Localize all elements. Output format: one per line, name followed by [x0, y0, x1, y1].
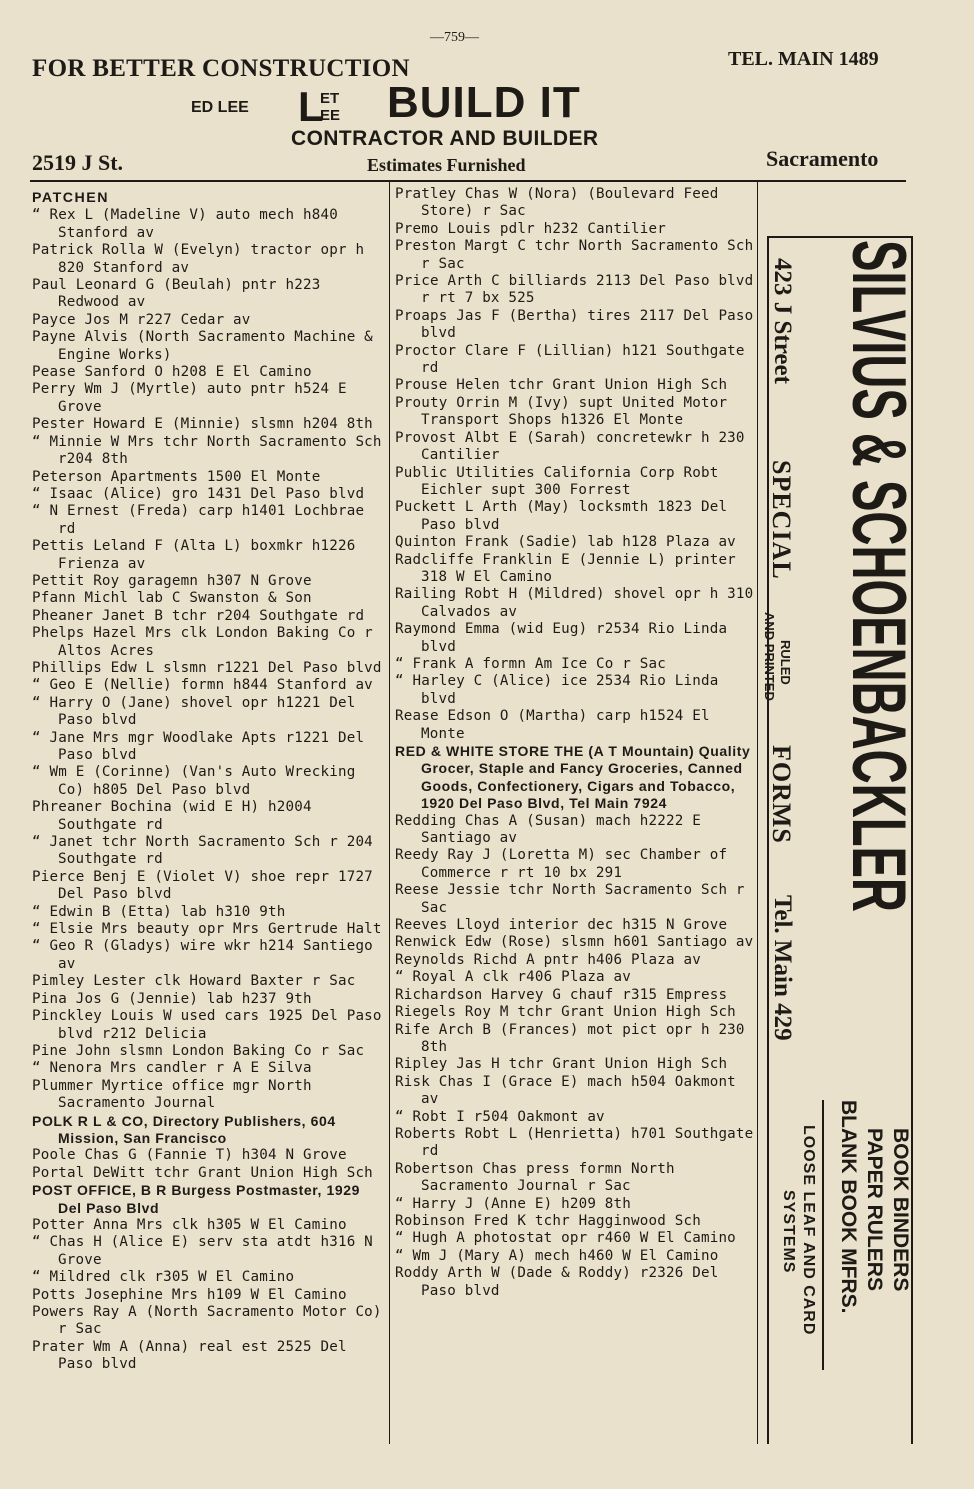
- directory-entry: Phelps Hazel Mrs clk London Baking Co r Altos Acres: [32, 625, 373, 659]
- directory-entry: Railing Robt H (Mildred) shovel opr h 310 Calvados av: [395, 586, 754, 620]
- directory-entry: Rease Edson O (Martha) carp h1524 El Monte: [395, 708, 710, 742]
- directory-entry: Pine John slsmn London Baking Co r Sac: [32, 1042, 365, 1059]
- directory-entry: Radcliffe Franklin E (Jennie L) printer 318 W El Camino: [395, 551, 736, 585]
- directory-entry: “ Geo R (Gladys) wire wkr h214 Santiego av: [32, 938, 373, 972]
- directory-entry: Pimley Lester clk Howard Baxter r Sac: [32, 973, 356, 990]
- directory-entry: Pinckley Louis W used cars 1925 Del Paso blvd r212 Delicia: [32, 1008, 382, 1042]
- directory-entry: POST OFFICE, B R Burgess Postmaster, 1929 Del Paso Blvd: [32, 1182, 361, 1216]
- let-lee-top: ET: [320, 90, 340, 107]
- directory-entry: Powers Ray A (North Sacramento Motor Co) r Sac: [32, 1304, 382, 1338]
- let-lee-initial: L: [298, 83, 324, 130]
- directory-entry: “ Hugh A photostat opr r460 W El Camino: [395, 1230, 736, 1247]
- directory-entry: Peterson Apartments 1500 El Monte: [32, 468, 321, 485]
- directory-entry: Reedy Ray J (Loretta M) sec Chamber of Commerce r rt 10 bx 291: [395, 847, 728, 881]
- directory-entry: Pratley Chas W (Nora) (Boulevard Feed Store) r Sac: [395, 186, 719, 220]
- directory-entry: Redding Chas A (Susan) mach h2222 E Santiago av: [395, 812, 701, 847]
- directory-entry: Preston Margt C tchr North Sacramento Sch r Sac: [395, 238, 754, 272]
- header-estimates: Estimates Furnished: [367, 155, 526, 175]
- ad-special: SPECIAL: [767, 460, 796, 580]
- column-divider-2: [757, 182, 758, 1444]
- ad-street: 423 J Street: [769, 258, 796, 384]
- page-number: —759—: [430, 30, 479, 45]
- directory-entry: Robinson Fred K tchr Hagginwood Sch: [395, 1212, 701, 1229]
- header-ed-lee: ED LEE: [191, 99, 249, 116]
- ad-book-binders: BOOK BINDERS: [889, 1128, 912, 1292]
- directory-entry: Pettis Leland F (Alta L) boxmkr h1226 Frienza av: [32, 538, 356, 572]
- directory-entry: Pierce Benj E (Violet V) shoe repr 1727 Del Paso blvd: [32, 868, 373, 903]
- directory-entry: “ Frank A formn Am Ice Co r Sac: [395, 655, 666, 672]
- directory-entry: Pina Jos G (Jennie) lab h237 9th: [32, 990, 312, 1007]
- directory-entry: “ Jane Mrs mgr Woodlake Apts r1221 Del Paso blvd: [32, 729, 365, 763]
- directory-entry: “ Geo E (Nellie) formn h844 Stanford av: [32, 677, 373, 694]
- directory-entry: “ Wm J (Mary A) mech h460 W El Camino: [395, 1247, 719, 1264]
- directory-entry: Price Arth C billiards 2113 Del Paso blvd r rt 7 bx 525: [395, 273, 754, 307]
- directory-entry: Potter Anna Mrs clk h305 W El Camino: [32, 1216, 347, 1233]
- directory-entry: Riegels Roy M tchr Grant Union High Sch: [395, 1004, 736, 1021]
- ad-blank-book: BLANK BOOK MFRS.: [837, 1100, 860, 1314]
- directory-entry: PATCHEN: [32, 190, 109, 206]
- directory-entry: Risk Chas I (Grace E) mach h504 Oakmont av: [395, 1073, 736, 1108]
- directory-entry: Pfann Michl lab C Swanston & Son: [32, 590, 312, 607]
- directory-entry: Pease Sanford O h208 E El Camino: [32, 364, 312, 381]
- directory-entry: Prater Wm A (Anna) real est 2525 Del Paso blvd: [32, 1338, 347, 1373]
- directory-entry: “ Chas H (Alice E) serv sta atdt h316 N Grove: [32, 1234, 373, 1268]
- directory-entry: Phillips Edw L slsmn r1221 Del Paso blvd: [32, 659, 382, 676]
- header-slogan: FOR BETTER CONSTRUCTION: [32, 55, 410, 82]
- directory-entry: “ Rex L (Madeline V) auto mech h840 Stanford av: [32, 207, 338, 241]
- ad-divider: [822, 1100, 824, 1370]
- ad-telephone: Tel. Main 429: [769, 895, 796, 1041]
- directory-entry: “ Elsie Mrs beauty opr Mrs Gertrude Halt: [32, 921, 382, 938]
- directory-entry: Paul Leonard G (Beulah) pntr h223 Redwood av: [32, 277, 321, 311]
- directory-entry: Payce Jos M r227 Cedar av: [32, 311, 251, 328]
- directory-entry: Robertson Chas press formn North Sacramento Journal r Sac: [395, 1160, 675, 1195]
- directory-entry: POLK R L & CO, Directory Publishers, 604 Mission, San Francisco: [32, 1112, 336, 1146]
- directory-entry: “ Nenora Mrs candler r A E Silva: [32, 1060, 312, 1077]
- directory-entry: “ Janet tchr North Sacramento Sch r 204 Southgate rd: [32, 834, 373, 868]
- header-city: Sacramento: [766, 146, 879, 171]
- ad-loose-leaf: LOOSE LEAF AND CARD: [800, 1125, 817, 1336]
- ad-company-name: SILVIUS & SCHOENBACKLER: [836, 240, 921, 912]
- directory-entry: Puckett L Arth (May) locksmth 1823 Del Paso blvd: [395, 499, 728, 533]
- directory-entry: “ Robt I r504 Oakmont av: [395, 1108, 605, 1125]
- directory-entry: Roddy Arth W (Dade & Roddy) r2326 Del Paso blvd: [395, 1265, 719, 1299]
- directory-entry: Rife Arch B (Frances) mot pict opr h 230 8th: [395, 1021, 745, 1055]
- directory-entry: “ Isaac (Alice) gro 1431 Del Paso blvd: [32, 485, 365, 502]
- directory-entry: Perry Wm J (Myrtle) auto pntr h524 E Grove: [32, 381, 347, 415]
- directory-entry: Pheaner Janet B tchr r204 Southgate rd: [32, 607, 365, 624]
- directory-entry: Public Utilities California Corp Robt Eichler supt 300 Forrest: [395, 464, 719, 498]
- directory-entry: Reynolds Richd A pntr h406 Plaza av: [395, 951, 701, 968]
- directory-entry: Portal DeWitt tchr Grant Union High Sch: [32, 1164, 373, 1181]
- directory-entry: Potts Josephine Mrs h109 W El Camino: [32, 1286, 347, 1303]
- directory-column-left: [32, 190, 387, 1374]
- directory-entry: Payne Alvis (North Sacramento Machine & Engine Works): [32, 329, 373, 363]
- directory-entry: “ Harley C (Alice) ice 2534 Rio Linda blvd: [395, 673, 719, 707]
- directory-entry: “ Mildred clk r305 W El Camino: [32, 1269, 295, 1286]
- ad-paper-rulers: PAPER RULERS: [863, 1128, 886, 1291]
- directory-entry: Provost Albt E (Sarah) concretewkr h 230 Cantilier: [395, 429, 745, 464]
- directory-entry: Pettit Roy garagemn h307 N Grove: [32, 572, 312, 589]
- ad-forms: FORMS: [767, 745, 796, 844]
- let-lee-bottom: EE: [320, 107, 341, 124]
- directory-entry: Proctor Clare F (Lillian) h121 Southgate rd: [395, 342, 745, 377]
- directory-entry: “ Minnie W Mrs tchr North Sacramento Sch r204 8th: [32, 433, 382, 468]
- directory-entry: Pester Howard E (Minnie) slsmn h204 8th: [32, 416, 373, 433]
- directory-entry: Richardson Harvey G chauf r315 Empress: [395, 986, 728, 1003]
- directory-entry: “ Wm E (Corinne) (Van's Auto Wrecking Co) h805 Del Paso blvd: [32, 764, 356, 798]
- directory-entry: “ Royal A clk r406 Plaza av: [395, 969, 632, 986]
- directory-entry: “ Harry O (Jane) shovel opr h1221 Del Paso blvd: [32, 694, 356, 729]
- directory-entry: Ripley Jas H tchr Grant Union High Sch: [395, 1056, 728, 1073]
- header-address: 2519 J St.: [32, 150, 124, 175]
- directory-entry: Quinton Frank (Sadie) lab h128 Plaza av: [395, 534, 736, 551]
- header-telephone: TEL. MAIN 1489: [728, 48, 879, 70]
- header-build-it: BUILD IT: [387, 78, 581, 127]
- directory-entry: Premo Louis pdlr h232 Cantilier: [395, 220, 666, 237]
- directory-entry: Proaps Jas F (Bertha) tires 2117 Del Paso blvd: [395, 307, 754, 342]
- directory-entry: Patrick Rolla W (Evelyn) tractor opr h 820 Stanford av: [32, 242, 365, 276]
- directory-entry: “ N Ernest (Freda) carp h1401 Lochbrae rd: [32, 503, 365, 537]
- header-divider: [30, 180, 906, 182]
- directory-entry: Reeves Lloyd interior dec h315 N Grove: [395, 917, 728, 934]
- directory-entry: Reese Jessie tchr North Sacramento Sch r Sac: [395, 882, 745, 916]
- directory-entry: Poole Chas G (Fannie T) h304 N Grove: [32, 1147, 347, 1164]
- header-contractor: CONTRACTOR AND BUILDER: [291, 127, 599, 150]
- directory-entry: Prouty Orrin M (Ivy) supt United Motor Transport Shops h1326 El Monte: [395, 394, 728, 429]
- directory-entry: “ Harry J (Anne E) h209 8th: [395, 1195, 632, 1212]
- ad-and-printed: AND PRINTED: [762, 612, 777, 701]
- ad-systems: SYSTEMS: [780, 1190, 797, 1274]
- let-lee-logo: [298, 83, 341, 130]
- directory-entry: Renwick Edw (Rose) slsmn h601 Santiago av: [395, 934, 754, 951]
- directory-entry: RED & WHITE STORE THE (A T Mountain) Quality Grocer, Staple and Fancy Groceries, Canned Goods, Confectionery, Cigars and Tobacco, 1920 Del Paso Blvd, Tel Main 7924: [395, 743, 751, 812]
- directory-column-right: [395, 186, 755, 1300]
- directory-entry: Roberts Robt L (Henrietta) h701 Southgate rd: [395, 1125, 754, 1160]
- directory-entry: Prouse Helen tchr Grant Union High Sch: [395, 377, 728, 394]
- directory-entry: Raymond Emma (wid Eug) r2534 Rio Linda blvd: [395, 621, 728, 655]
- directory-entry: “ Edwin B (Etta) lab h310 9th: [32, 903, 286, 920]
- directory-entry: Phreaner Bochina (wid E H) h2004 Southgate rd: [32, 799, 312, 833]
- ad-ruled: RULED: [778, 640, 793, 685]
- directory-entry: Plummer Myrtice office mgr North Sacramento Journal: [32, 1077, 312, 1112]
- column-divider-1: [389, 182, 390, 1444]
